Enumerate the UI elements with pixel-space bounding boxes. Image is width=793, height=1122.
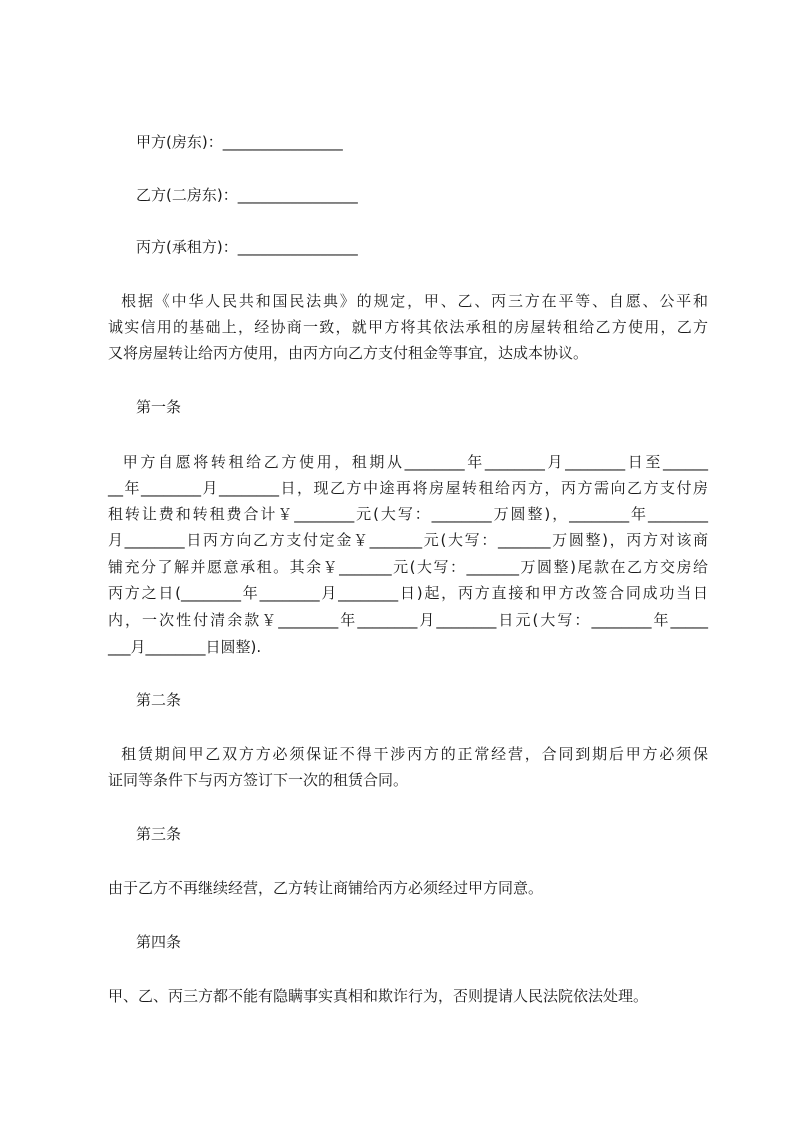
article-2-line: 租赁期间甲乙双方方必须保证不得干涉丙方的正常经营，合同到期后甲方必须保 xyxy=(108,745,708,763)
article-1-line: 月________日丙方向乙方支付定金￥_______元(大写：_______万圆整)，丙方对该商 xyxy=(108,531,708,549)
party-sublandlord: 乙方(二房东)：________________ xyxy=(136,186,358,204)
preamble-line: 诚实信用的基础上，经协商一致，就甲方将其依法承租的房屋转租给乙方使用，乙方 xyxy=(108,318,708,336)
party-landlord: 甲方(房东)：________________ xyxy=(136,133,343,151)
article-1-line: 内，一次性付清余款￥________年________月________日元(大写：________年_____ xyxy=(108,611,708,629)
article-4-line: 甲、乙、丙三方都不能有隐瞒事实真相和欺诈行为，否则提请人民法院依法处理。 xyxy=(108,987,649,1005)
article-3-line: 由于乙方不再继续经营，乙方转让商铺给丙方必须经过甲方同意。 xyxy=(108,879,544,897)
article-1-heading: 第一条 xyxy=(136,398,182,416)
party-tenant: 丙方(承租方)：________________ xyxy=(136,238,358,256)
article-1-line: 丙方之日(________年________月________日)起，丙方直接和甲方改签合同成功当日 xyxy=(108,584,708,602)
article-3-heading: 第三条 xyxy=(136,825,182,843)
article-1-line: ___月________日圆整). xyxy=(108,638,262,656)
article-1-line: __年________月________日，现乙方中途再将房屋转租给丙方，丙方需向乙方支付房 xyxy=(108,479,708,497)
article-1-line: 租转让费和转租费合计￥________元(大写：________万圆整)，________年________ xyxy=(108,505,708,523)
article-1-line: 铺充分了解并愿意承租。其余￥_______元(大写：_______万圆整)尾款在乙方交房给 xyxy=(108,558,708,576)
preamble-line: 根据《中华人民共和国民法典》的规定，甲、乙、丙三方在平等、自愿、公平和 xyxy=(108,292,708,310)
article-4-heading: 第四条 xyxy=(136,933,182,951)
article-2-line: 证同等条件下与丙方签订下一次的租赁合同。 xyxy=(108,771,409,789)
article-1-line: 甲方自愿将转租给乙方使用，租期从________年________月________日至______ xyxy=(108,453,708,471)
article-2-heading: 第二条 xyxy=(136,691,182,709)
preamble-line: 又将房屋转让给丙方使用，由丙方向乙方支付租金等事宜，达成本协议。 xyxy=(108,344,589,362)
